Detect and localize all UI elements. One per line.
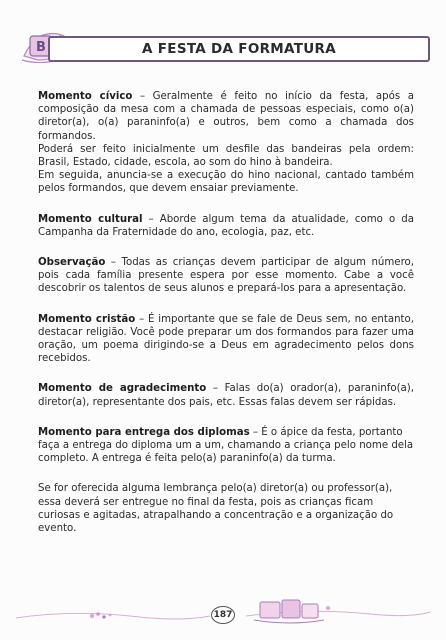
svg-text:B: B [36, 40, 46, 55]
section-lembranca [38, 482, 414, 535]
section-text: – É o ápice da festa, portanto faça a entrega do diploma um a um, chamando a criança pelo nome dela completo. A entrega é feita pelo(a) paraninfo(a) da turma. [38, 426, 414, 465]
section-heading: Momento cultural [38, 213, 143, 225]
section-text: – Todas as crianças devem participar de algum número, pois cada família presente espera por esse momento. Cabe a você descobrir os talentos de seus alunos e prepará-los para a apresentação. [38, 257, 414, 295]
content [38, 90, 414, 552]
section-heading: Momento cívico [38, 91, 133, 102]
section-text: Poderá ser feito inicialmente um desfile das bandeiras pela ordem: Brasil, Estado, cidade, escola, ao som do hino à bandeira. [38, 143, 414, 169]
section-heading: Observação [38, 257, 106, 269]
section-momento-cristao [38, 313, 414, 366]
section-text: – Geralmente é feito no início da festa, após a composição da mesa com a chamada de pessoas especiais, como o(a) diretor(a), o(a) paraninfo(a) e outros, bem como a chamada dos formandos. [38, 91, 415, 142]
title-banner [48, 36, 430, 62]
section-text: Em seguida, anuncia-se a execução do hino nacional, cantado também pelos formandos, que devem ensaiar previamente. [38, 170, 414, 195]
section-momento-civico [38, 90, 414, 196]
section-entrega-diplomas [38, 426, 414, 466]
section-observacao [38, 256, 414, 296]
section-heading: Momento de agradecimento [38, 383, 207, 395]
section-text: Se for oferecida alguma lembrança pelo(a) diretor(a) ou professor(a), essa deverá ser entregue no final da festa, pois as crianças ficam curiosas e agitadas, atrapalhando a concentração e a organização do evento. [38, 483, 394, 535]
section-heading: Momento para entrega dos diplomas [38, 426, 250, 438]
section-text: – É importante que se fale de Deus sem, no entanto, destacar religião. Você pode preparar um dos formandos para fazer uma oração, um poema dirigindo-se a Deus em agradecimento pelos dons recebidos. [38, 313, 414, 365]
section-momento-cultural [38, 213, 414, 239]
section-heading: Momento cristão [38, 313, 136, 325]
page-number-text: 187 [213, 610, 233, 620]
section-text: – Aborde algum tema da atualidade, como o da Campanha da Fraternidade do ano, ecologia, paz, etc. [38, 213, 414, 238]
page-number [211, 606, 235, 624]
section-momento-agradecimento [38, 382, 414, 408]
header [18, 26, 432, 70]
section-text: – Falas do(a) orador(a), paraninfo(a), diretor(a), representante dos pais, etc. Essas falas devem ser rápidas. [38, 383, 414, 408]
page-title: A FESTA DA FORMATURA [142, 41, 336, 57]
